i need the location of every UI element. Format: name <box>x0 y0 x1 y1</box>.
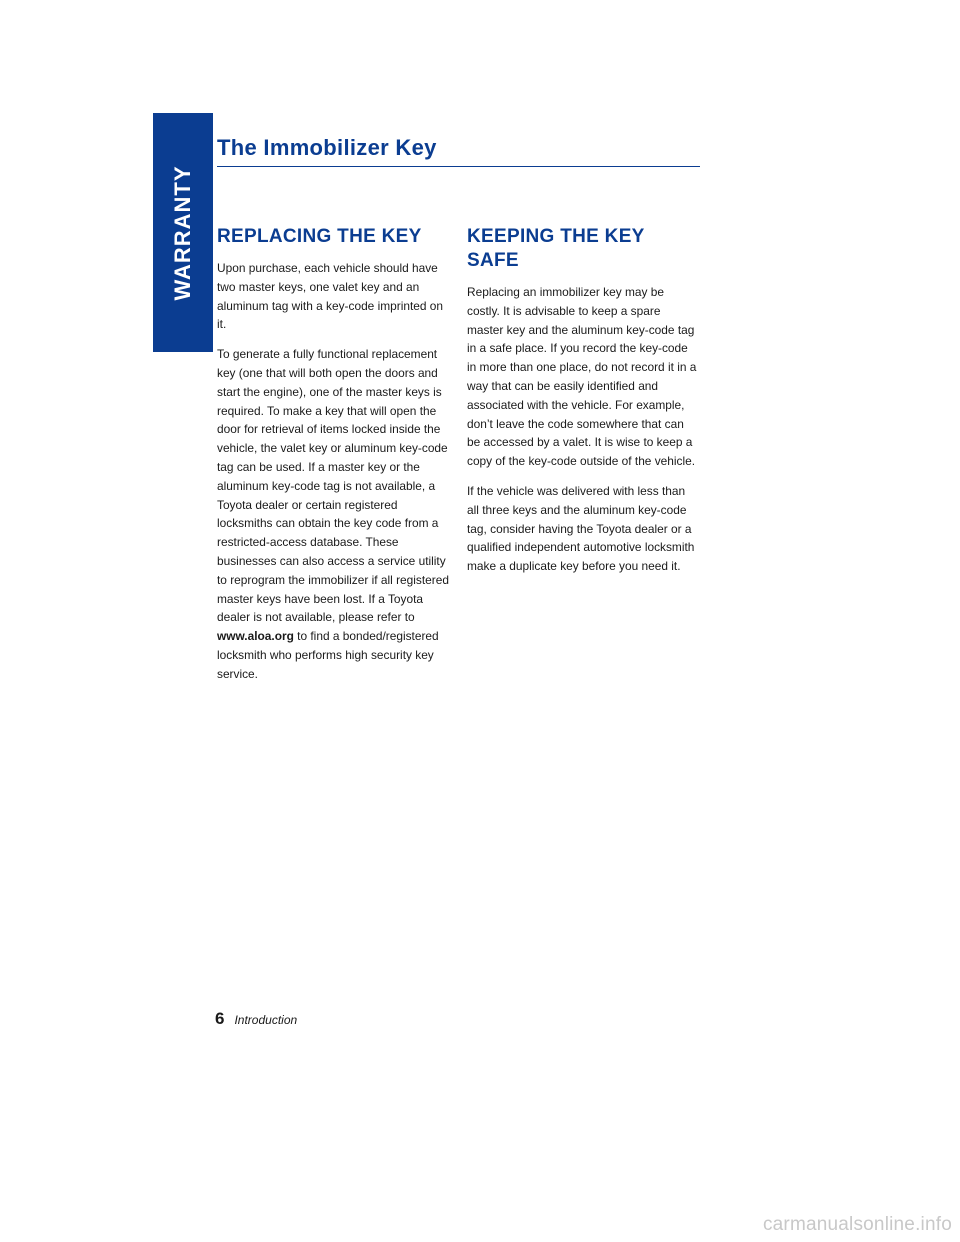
column-replacing-the-key <box>217 225 449 695</box>
aloa-link[interactable]: www.aloa.org <box>217 629 294 644</box>
paragraph-keeping-2: If the vehicle was delivered with less than all three keys and the aluminum key-code tag, consider having the Toyota dealer or a qualified independent automotive locksmith make a duplicate key before you need it. <box>467 483 695 574</box>
paragraph-replacing-2-text-before: To generate a fully functional replacement key (one that will both open the doors and start the engine), one of the master keys is required. To make a key that will open the door for retrieval of items locked inside the vehicle, the valet key or aluminum key-code tag can be used. If a master key or the aluminum key-code tag is not available, a Toyota dealer or certain registered locksmiths can obtain the key code from a restricted-access database. These businesses can also access a service utility to reprogram the immobilizer if all registered master keys have been lost. If a Toyota dealer is not available, please refer to <box>217 347 449 625</box>
paragraph-replacing-2-text-after: to find a bonded/registered locksmith who performs high security key service. <box>217 629 439 681</box>
section-heading-keeping: KEEPING THE KEY SAFE <box>467 226 645 271</box>
column-keeping-the-key-safe <box>467 225 699 587</box>
paragraph-replacing-1: Upon purchase, each vehicle should have two master keys, one valet key and an aluminum tag with a key-code imprinted on it. <box>217 261 444 332</box>
footer-section-name: Introduction <box>234 1013 298 1027</box>
side-tab <box>153 113 213 352</box>
page-footer <box>215 1009 297 1029</box>
title-divider <box>217 166 700 167</box>
paragraph-keeping-1: Replacing an immobilizer key may be costly. It is advisable to keep a spare master key and the aluminum key-code tag in a safe place. If you record the key-code in more than one place, do not record it in a way that can be easily identified and associated with the vehicle. For example, don’t leave the code somewhere that can be accessed by a valet. It is wise to keep a copy of the key-code outside of the vehicle. <box>467 285 697 469</box>
page-number: 6 <box>215 1009 225 1028</box>
side-tab-label: WARRANTY <box>170 164 195 301</box>
watermark: carmanualsonline.info <box>762 1214 952 1235</box>
paragraph-replacing-2 <box>217 345 449 683</box>
section-heading-replacing: REPLACING THE KEY <box>217 226 422 247</box>
page-title: The Immobilizer Key <box>217 135 437 160</box>
